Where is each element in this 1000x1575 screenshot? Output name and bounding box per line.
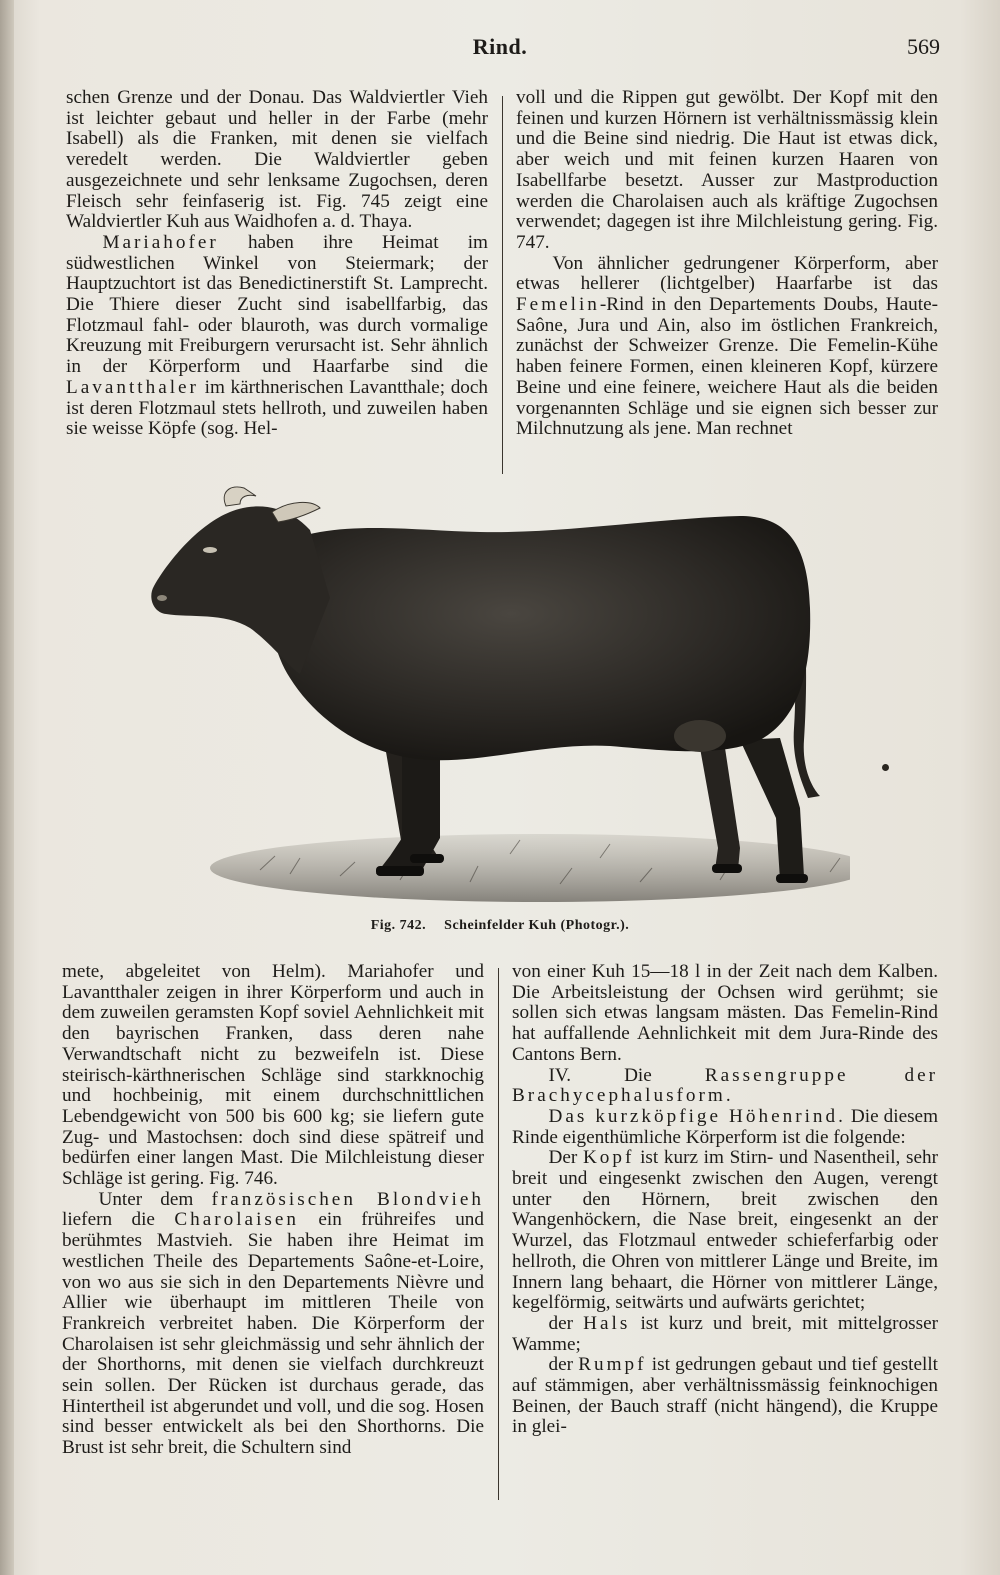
text-run: -Rind in den Departements Doubs, Haute-Saône, Jura und Ain, also im östlichen Frankreich, zunächst der Schweizer Grenze. Die Femelin-Kühe haben feinere Formen, einen kleineren Kopf, kürzere Beine und eine feinere, weichere Haut als die beiden vorgenannten Schläge und sie eignen sich besser zur Milchnutzung als jene. Man rechnet [516,294,938,440]
top-right-column [516,88,938,440]
spaced-term-charolaisen: Charolaisen [174,1209,299,1231]
column-rule-bottom [498,968,499,1500]
column-rule-top [502,96,503,474]
udder [674,720,726,752]
cow-body [266,516,810,760]
spaced-term-kopf: Kopf [582,1147,635,1169]
horn [224,487,256,506]
text-run: Unter dem [98,1188,212,1210]
text-run: mete, abgeleitet von Helm). Mariahofer und Lavantthaler zeigen in ihrer Körperform und auch in dem zuweilen geramsten Kopf soviel Aehnlichkeit mit den bayrischen Franken, dass deren nahe Verwandtschaft nicht zu bezweifeln ist. Diese steirisch-kärthnerischen Schläge sind starkknochig und hochbeinig, mit einem durchschnittlichen Lebendgewicht von 500 bis 600 kg; sie liefern gute Zug- und Mastochsen: doch sind diese spätreif und bedürfen einer langen Mast. Die Milchleistung dieser Schläge ist gering. Fig. 746. [62,961,484,1190]
text-run: haben ihre Heimat im südwestlichen Winkel von Steiermark; der Hauptzuchtort ist das Benedictinerstift St. Lamprecht. Die Thiere dieser Zucht sind isabellfarbig, das Flotzmaul fahl- oder blauroth, was durch vormalige Kreuzung mit Freiburgern verursacht ist. Sehr ähnlich in der Körperform und Haarfarbe sind die [66,231,488,378]
spaced-term-hals: Hals [583,1312,631,1334]
text-run: Die diesem Rinde eigenthümliche Körperform ist die folgende: [512,1105,938,1148]
hoof [410,854,444,863]
text-run: ist kurz und breit, mit mittelgrosser Wamme; [512,1312,939,1355]
hoof [712,864,742,873]
bottom-right-column [512,962,938,1438]
paragraph [62,962,484,1190]
top-left-column [66,88,488,440]
paragraph [516,88,938,254]
paragraph [512,962,938,1066]
ground-shadow [210,834,850,902]
bottom-left-column [62,962,484,1459]
spaced-term-blondvieh: französischen Blondvieh [211,1188,484,1210]
figure-caption-text: Scheinfelder Kuh (Photogr.). [444,918,630,933]
eye [203,547,217,553]
spaced-term-lavantthaler: Lavantthaler [66,376,199,398]
section-heading [512,1066,938,1107]
page-number: 569 [907,34,940,59]
figure-number: Fig. 742. [370,918,427,933]
spaced-term-femelin: Femelin [516,294,600,316]
paragraph [516,254,938,440]
text-run: ein frühreifes und berühmtes Mastvieh. Sie haben ihre Heimat im westlichen Theile des Departements Saône-et-Loire, von wo aus sie sich in den Departements Nièvre und Allier wie überhaupt im mittleren Theile von Frankreich verbreitet haben. Die Körperform der Charolaisen ist sehr gleichmässig und sehr ähnlich der der Shorthorns, mit denen sie vielfach durchkreuzt sein sollen. Der Rücken ist durchaus gerade, das Hintertheil ist abgerundet und voll, und die sog. Hosen sind besser entwickelt als bei den Shorthorns. Die Brust ist sehr breit, die Schultern sind [62,1209,484,1459]
text-run: schen Grenze und der Donau. Das Waldviertler Vieh ist leichter gebaut und heller in der Farbe (mehr Isabell) als die Franken, mit denen sie vielfach veredelt werden. Die Waldviertler geben ausgezeichnete und sehr lenksame Zugochsen, deren Fleisch sehr feinfaserig ist. Fig. 745 zeigt eine Waldviertler Kuh aus Waidhofen a. d. Thaya. [66,87,488,233]
text-run: ist gedrungen gebaut und tief gestellt auf stämmigen, aber verhältnissmässig feinknochigen Beinen, der Bauch straff (nicht hängend), die Kruppe in glei- [512,1354,939,1438]
text-run: der [548,1354,579,1376]
paragraph [512,1107,938,1148]
paragraph [512,1355,938,1438]
text-run: der [548,1312,584,1334]
paragraph [66,88,488,233]
spaced-term-rumpf: Rumpf [578,1354,647,1376]
paragraph [512,1148,938,1314]
cow-head [151,506,330,674]
paragraph [62,1190,484,1459]
cow-engraving-image [140,478,850,918]
text-run: voll und die Rippen gut gewölbt. Der Kopf mit den feinen und kurzen Hörnern ist verhältnissmässig klein und die Beine sind niedrig. Die Haut ist etwas dick, aber weich und mit feinen kurzen Haaren von Isabellfarbe besetzt. Ausser zur Mastproduction werden die Charolaisen auch als kräftige Zugochsen verwendet; dagegen ist ihre Milchleistung gering. Fig. 747. [516,87,938,253]
text-run: Von ähnlicher gedrungener Körperform, aber etwas hellerer (lichtgelber) Haarfarbe ist das [516,252,938,295]
text-run: ist kurz im Stirn- und Nasentheil, sehr breit und eingesenkt zwischen den Augen, verengt unter den Hörnern, breit zwischen den Wangenhöckern, die Nase breit, eingesenkt an der Wurzel, das Flotzmaul entweder schieferfarbig oder hellroth, die Ohren von mittlerer Länge und Breite, im Innern lang behaart, die Hörner von mittlerer Länge, kegelförmig, seitwärts und aufwärts gerichtet; [512,1147,938,1314]
hoof [376,866,424,876]
book-binding-edge [0,0,14,1575]
running-head-title: Rind. [472,34,528,59]
text-run: IV. Die [548,1064,705,1086]
text-run: liefern die [62,1209,175,1231]
spaced-term-mariahofer: Mariahofer [102,231,219,253]
paragraph [512,1314,938,1355]
hoof [776,874,808,883]
paragraph [66,233,488,440]
nostril [157,595,167,601]
text-run: Der [548,1147,583,1169]
cow-illustration [140,478,850,918]
printed-dot-mark [882,764,889,771]
text-run: von einer Kuh 15—18 l in der Zeit nach dem Kalben. Die Arbeitsleistung der Ochsen wird gerühmt; sie sollen sich etwas langsam mästen. Das Femelin-Rind hat auffallende Aehnlichkeit mit dem Jura-Rinde des Cantons Bern. [512,961,938,1065]
spaced-term-hoehenrind: Das kurzköpfige Höhenrind. [548,1105,846,1127]
text-run: im kärthnerischen Lavantthale; doch ist deren Flotzmaul stets hellroth, und zuweilen haben sie weisse Köpfe (sog. Hel- [66,376,488,440]
spaced-heading-text: Rassengruppe der Brachycephalusform. [512,1064,939,1107]
figure-caption [0,918,1000,934]
